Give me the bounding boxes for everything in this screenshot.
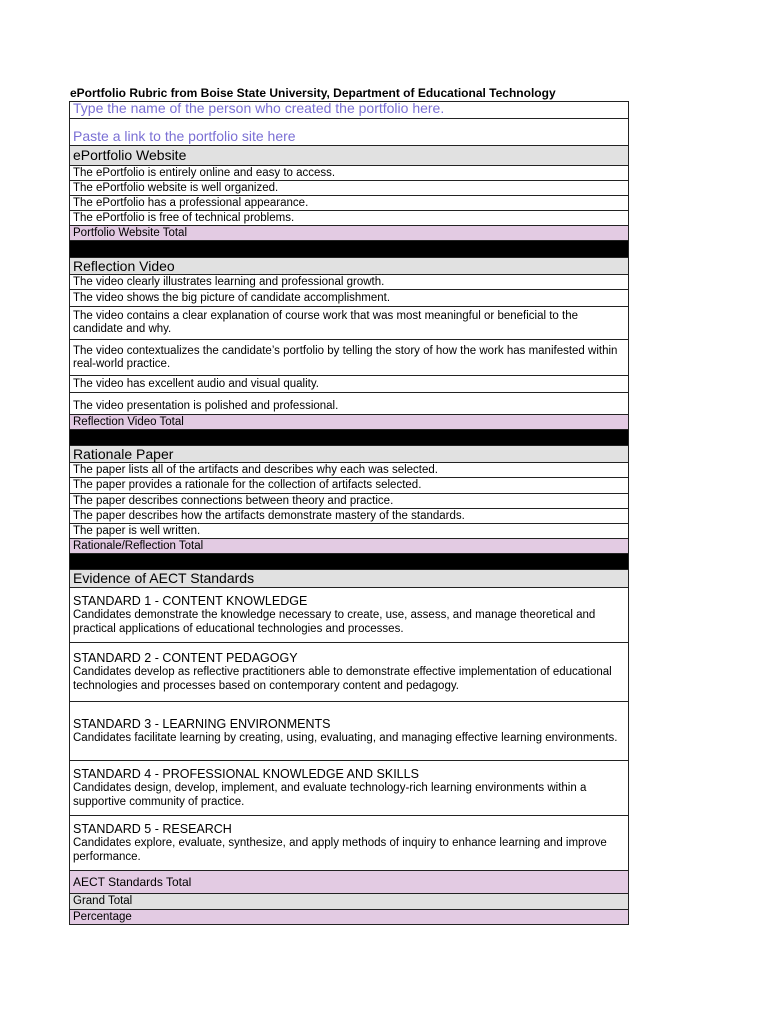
section-heading-standards: Evidence of AECT Standards: [70, 570, 628, 588]
criterion-row: The paper describes connections between theory and practice.: [70, 494, 628, 509]
criterion-row: The ePortfolio has a professional appearance.: [70, 196, 628, 211]
standard-description: Candidates explore, evaluate, synthesize, and apply methods of inquiry to enhance learning and improve performance.: [73, 837, 607, 863]
portfolio-link-field[interactable]: Paste a link to the portfolio site here: [70, 119, 628, 146]
standard-description: Candidates demonstrate the knowledge necessary to create, use, assess, and manage theoretical and practical applications of educational technologies and processes.: [73, 609, 596, 635]
criterion-row: The video contextualizes the candidate’s portfolio by telling the story of how the work has manifested within real-world practice.: [70, 340, 628, 376]
criterion-row: The ePortfolio website is well organized.: [70, 181, 628, 196]
criterion-row: The paper is well written.: [70, 524, 628, 539]
section-heading-website: ePortfolio Website: [70, 146, 628, 166]
standard-row: [70, 643, 628, 702]
website-total-row: Portfolio Website Total: [70, 226, 628, 241]
standard-title: STANDARD 5 - RESEARCH: [73, 822, 232, 836]
section-heading-paper: Rationale Paper: [70, 446, 628, 463]
criterion-row: The video presentation is polished and professional.: [70, 393, 628, 415]
standard-title: STANDARD 1 - CONTENT KNOWLEDGE: [73, 594, 308, 608]
standard-description: Candidates develop as reflective practitioners able to demonstrate effective implementation of educational technologies and processes based on contemporary content and pedagogy.: [73, 666, 612, 692]
criterion-row: The paper describes how the artifacts demonstrate mastery of the standards.: [70, 509, 628, 524]
document-title: ePortfolio Rubric from Boise State University, Department of Educational Technology: [70, 86, 556, 100]
rubric-table: [69, 101, 629, 925]
standard-row: [70, 761, 628, 816]
criterion-row: The video has excellent audio and visual quality.: [70, 376, 628, 393]
standard-description: Candidates facilitate learning by creating, using, evaluating, and managing effective learning environments.: [73, 731, 618, 744]
standard-row: [70, 816, 628, 871]
video-total-row: Reflection Video Total: [70, 415, 628, 430]
criterion-row: The video contains a clear explanation of course work that was most meaningful or beneficial to the candidate and why.: [70, 307, 628, 340]
paper-total-row: Rationale/Reflection Total: [70, 539, 628, 554]
section-heading-video: Reflection Video: [70, 258, 628, 275]
section-divider: [70, 554, 628, 570]
grand-total-row: Grand Total: [70, 894, 628, 910]
standard-description: Candidates design, develop, implement, and evaluate technology-rich learning environments within a supportive community of practice.: [73, 782, 587, 808]
criterion-row: The ePortfolio is entirely online and easy to access.: [70, 166, 628, 181]
criterion-row: The video shows the big picture of candidate accomplishment.: [70, 290, 628, 307]
standard-title: STANDARD 4 - PROFESSIONAL KNOWLEDGE AND SKILLS: [73, 767, 419, 781]
standard-row: [70, 702, 628, 761]
criterion-row: The paper lists all of the artifacts and describes why each was selected.: [70, 463, 628, 478]
standards-total-row: AECT Standards Total: [70, 871, 628, 894]
standard-title: STANDARD 3 - LEARNING ENVIRONMENTS: [73, 716, 331, 731]
section-divider: [70, 241, 628, 258]
section-divider: [70, 430, 628, 446]
standard-row: [70, 588, 628, 643]
criterion-row: The video clearly illustrates learning and professional growth.: [70, 275, 628, 290]
criterion-row: The ePortfolio is free of technical problems.: [70, 211, 628, 226]
percentage-row: Percentage: [70, 910, 628, 925]
criterion-row: The paper provides a rationale for the collection of artifacts selected.: [70, 478, 628, 494]
portfolio-author-field[interactable]: Type the name of the person who created the portfolio here.: [70, 102, 628, 119]
standard-title: STANDARD 2 - CONTENT PEDAGOGY: [73, 651, 298, 665]
